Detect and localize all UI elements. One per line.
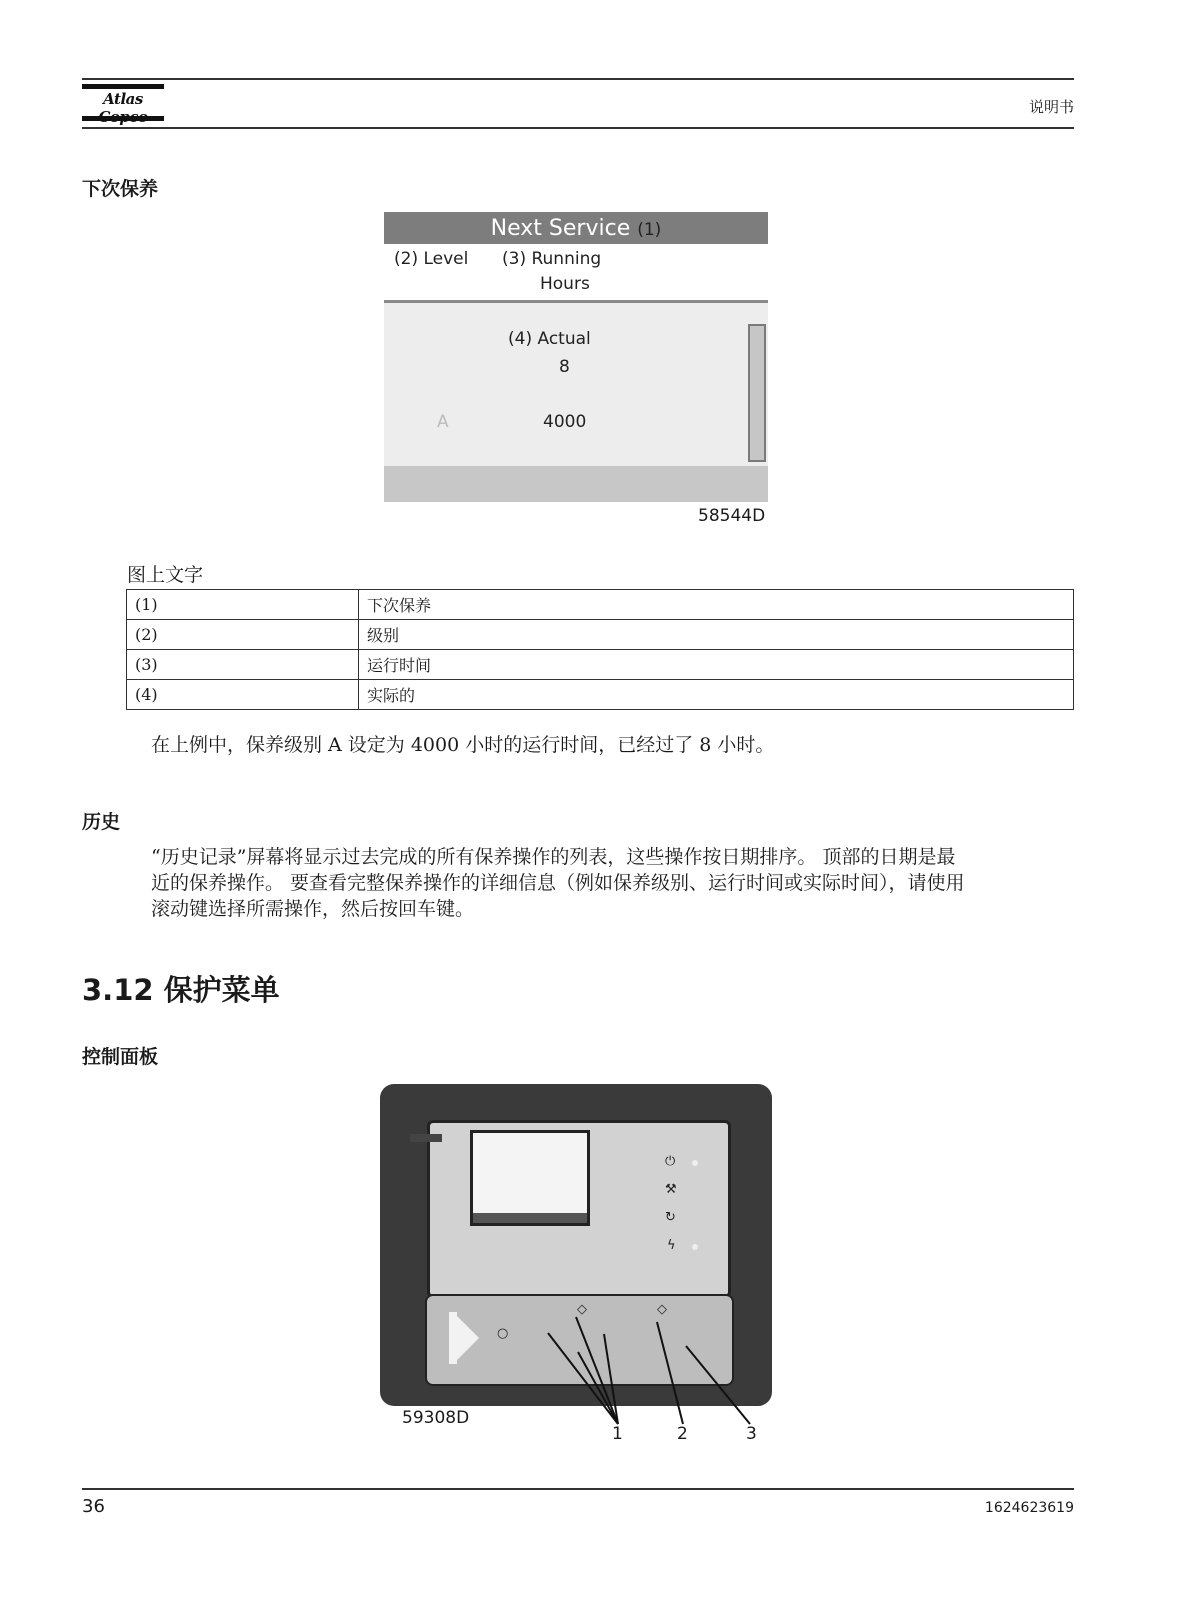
history-line-3: 滚动键选择所需操作，然后按回车键。 <box>151 898 475 920</box>
power-icon: ⏻ <box>665 1154 676 1169</box>
legend-key: (3) <box>127 650 359 680</box>
arrow-keys-icon: ◇ <box>577 1302 587 1317</box>
page-number: 36 <box>82 1496 105 1517</box>
hours-value: 4000 <box>543 412 587 432</box>
figure-code-58544d: 58544D <box>698 506 766 526</box>
voltage-icon: ϟ <box>667 1238 676 1253</box>
history-line-2: 近的保养操作。 要查看完整保养操作的详细信息（例如保养级别、运行时间或实际时间），请使用 <box>151 872 965 894</box>
section-heading-history: 历史 <box>82 811 121 833</box>
wrench-icon: ⚒ <box>665 1182 677 1197</box>
chapter-heading: 3.12 保护菜单 <box>82 973 280 1007</box>
legend-value: 运行时间 <box>359 650 1074 680</box>
legend-key: (2) <box>127 620 359 650</box>
level-value: A <box>437 412 449 432</box>
legend-value: 下次保养 <box>359 590 1074 620</box>
legend-caption: 图上文字 <box>127 564 204 586</box>
section-heading-next-service: 下次保养 <box>82 178 159 200</box>
callout-2: 2 <box>677 1424 688 1444</box>
stop-icon: ○ <box>497 1326 509 1341</box>
legend-value: 实际的 <box>359 680 1074 710</box>
figure-code-59308d: 59308D <box>402 1408 470 1428</box>
control-panel-heading: 控制面板 <box>82 1046 159 1068</box>
document-number: 1624623619 <box>984 1500 1074 1516</box>
column-running: (3) Running <box>502 249 602 269</box>
history-line-1: “历史记录”屏幕将显示过去完成的所有保养操作的列表，这些操作按日期排序。 顶部的日期是最 <box>151 846 956 868</box>
screen-title-num: (1) <box>637 220 662 240</box>
column-hours: Hours <box>540 274 590 294</box>
actual-label: (4) Actual <box>508 329 591 349</box>
next-service-note: 在上例中，保养级别 A 设定为 4000 小时的运行时间，已经过了 8 小时。 <box>151 734 775 756</box>
legend-key: (1) <box>127 590 359 620</box>
screen-title: Next Service <box>490 216 631 241</box>
callout-1: 1 <box>612 1424 623 1444</box>
auto-icon: ↻ <box>665 1210 676 1225</box>
logo-text: Atlas <box>103 90 143 108</box>
enter-key-icon: ◇ <box>657 1302 667 1317</box>
column-level: (2) Level <box>394 249 469 269</box>
legend-value: 级别 <box>359 620 1074 650</box>
footer-rule <box>82 1488 1074 1490</box>
legend-key: (4) <box>127 680 359 710</box>
doc-type-label: 说明书 <box>1028 98 1074 116</box>
callout-3: 3 <box>746 1424 757 1444</box>
actual-value: 8 <box>559 357 570 377</box>
